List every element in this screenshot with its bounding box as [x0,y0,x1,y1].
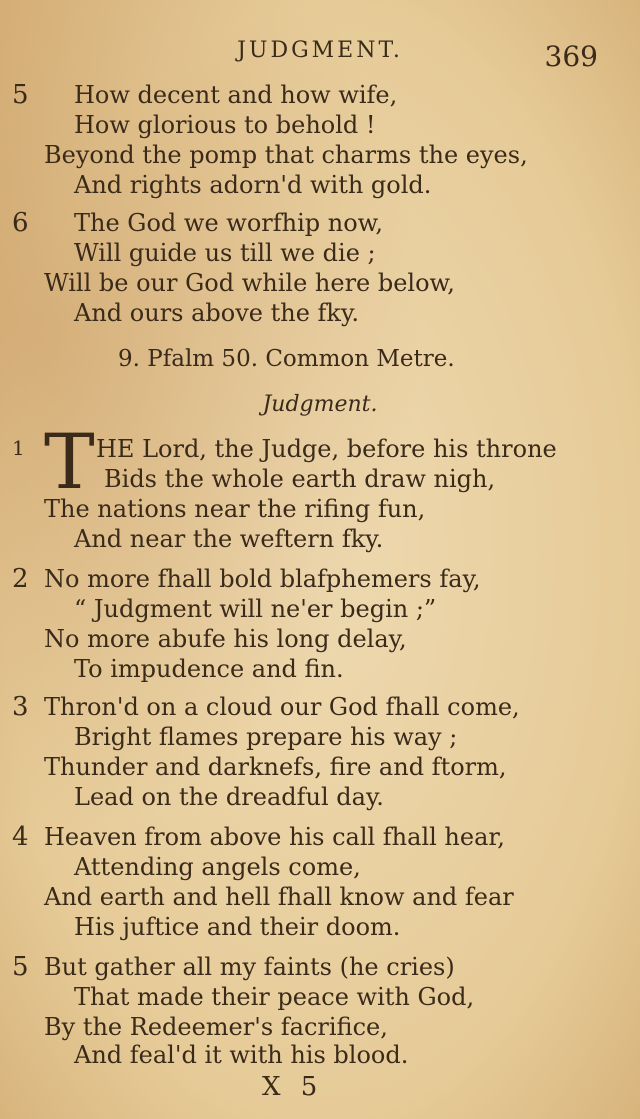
drop-cap: T [44,417,95,506]
verse-line: Heaven from above his call fhall hear, [44,823,505,851]
verse-line: The God we worfhip now, [74,209,383,237]
stanza-number: 5 [12,80,29,110]
verse-line: How decent and how wife, [74,81,398,109]
verse-line: No more abufe his long delay, [44,625,407,653]
verse-line: And rights adorn'd with gold. [74,171,432,199]
verse-line: And earth and hell fhall know and fear [44,883,514,911]
page-number: 369 [544,40,598,73]
stanza-number: 1 [12,436,25,460]
verse-line: To impudence and fin. [74,655,344,683]
verse-line: The nations near the rifing fun, [44,495,426,523]
verse-line: That made their peace with God, [74,983,475,1011]
verse-line: And near the weftern fky. [74,525,384,553]
verse-line: Lead on the dreadful day. [74,783,384,811]
verse-line: Attending angels come, [74,853,361,881]
stanza-number: 3 [12,692,29,722]
stanza-number: 5 [12,952,29,982]
verse-line: Bids the whole earth draw nigh, [104,465,496,493]
verse-line: Bright flames prepare his way ; [74,723,458,751]
verse-line: No more fhall bold blafphemers fay, [44,565,481,593]
verse-line: Beyond the pomp that charms the eyes, [44,141,528,169]
signature-mark: X 5 [262,1072,324,1102]
verse-line: HE Lord, the Judge, before his throne [96,435,557,463]
psalm-heading: 9. Pfalm 50. Common Metre. [118,346,455,372]
stanza-number: 6 [12,208,29,238]
verse-line: Will be our God while here below, [44,269,455,297]
verse-line: By the Redeemer's facrifice, [44,1013,388,1041]
hymn-subject: Judgment. [262,392,378,417]
stanza-number: 2 [12,564,29,594]
verse-line: Thron'd on a cloud our God fhall come, [44,693,520,721]
verse-line: “ Judgment will ne'er begin ;” [74,595,437,623]
stanza-number: 4 [12,822,29,852]
verse-line: Thunder and darknefs, fire and ftorm, [44,753,507,781]
verse-line: His juftice and their doom. [74,913,401,941]
verse-line: And ours above the fky. [74,299,359,327]
verse-line: How glorious to behold ! [74,111,376,139]
verse-line: But gather all my faints (he cries) [44,953,455,981]
verse-line: And feal'd it with his blood. [74,1041,409,1069]
verse-line: Will guide us till we die ; [74,239,376,267]
running-head: JUDGMENT. [237,38,403,63]
